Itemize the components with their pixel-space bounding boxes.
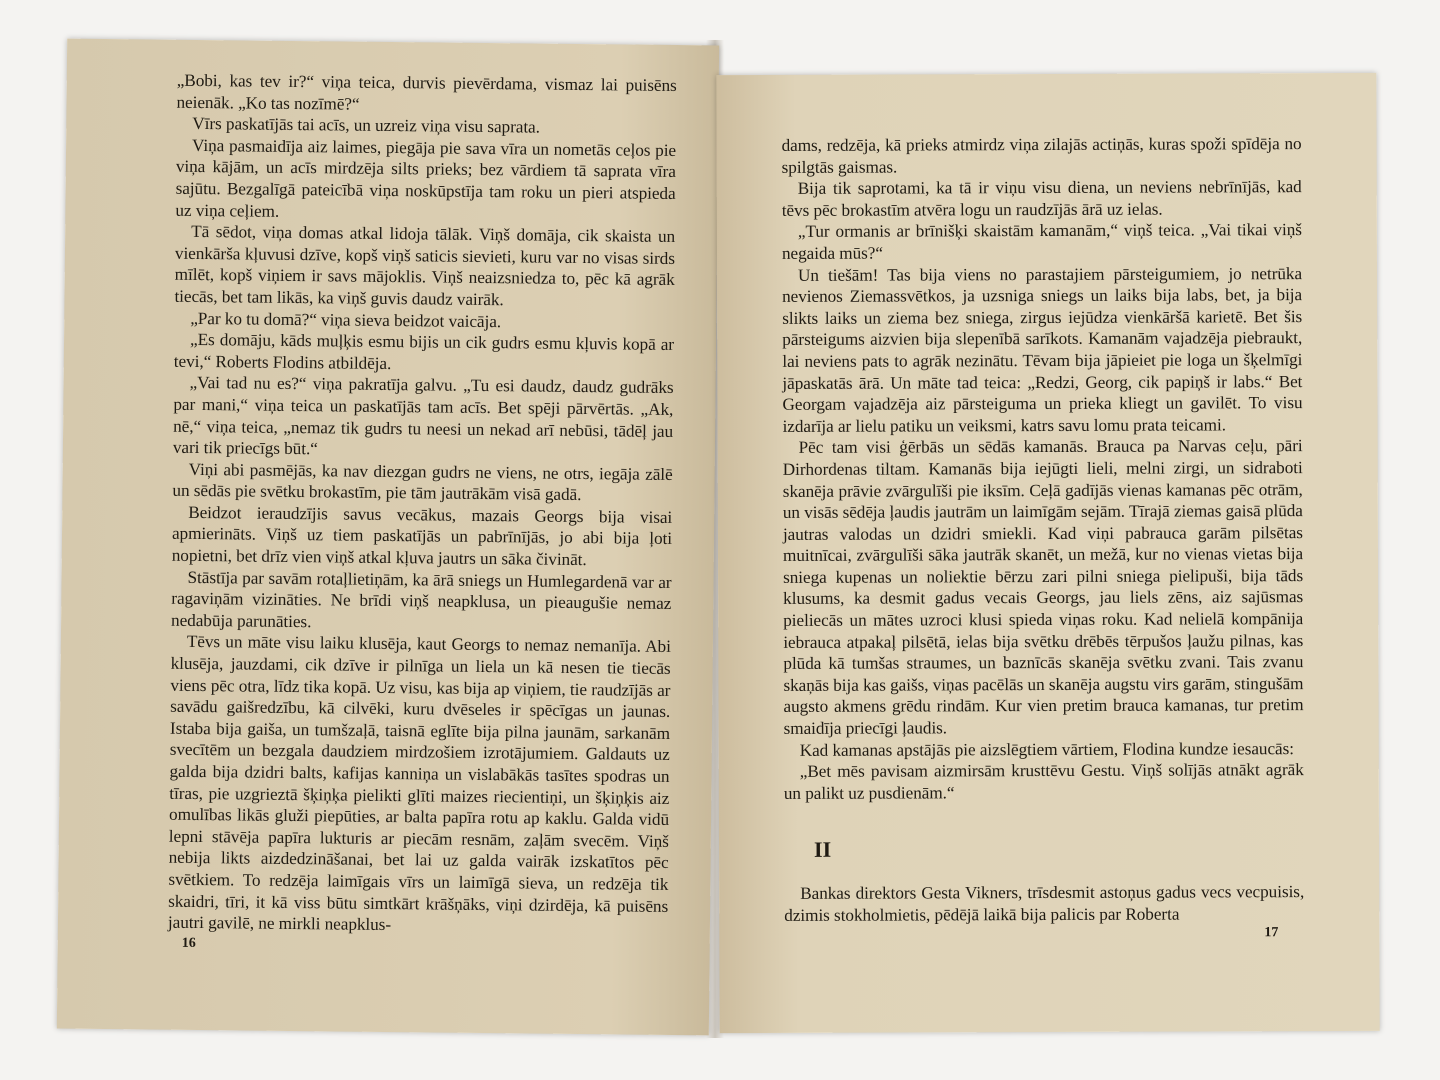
paragraph: Bankas direktors Gesta Vikners, trīsdesmit astoņus gadus vecs vecpuisis, dzimis stokholmietis, pēdējā laikā bija palicis par Roberta <box>784 882 1305 925</box>
right-page-text-continued <box>784 881 1304 926</box>
paragraph: Viņa pasmaidīja aiz laimes, piegāja pie sava vīra un nometās ceļos pie viņa kājām, un acīs mirdzēja silts prieks; bez vārdiem tā saprata vīra sajūtu. Bezgalīgā pateicībā viņa noskūpstīja tam roku un pieri atspieda uz viņa ceļiem. <box>175 135 677 221</box>
paragraph: „Vai tad nu es?“ viņa pakratīja galvu. „Tu esi daudz, daudz gudrāks par mani,“ viņa teica un paskatījās tam acīs. Bet spēji pārvērtās. „Ak, nē,“ viņa teica, „nemaz tik gudrs tu neesi un nekad arī nebūsi, tādēļ jau vari tik priecīgs būt.“ <box>172 373 674 459</box>
left-page <box>57 39 719 1036</box>
right-page-text <box>782 133 1304 804</box>
paragraph: „Bobi, kas tev ir?“ viņa teica, durvis pievērdama, vismaz lai puisēns neienāk. „Ko tas nozīmē?“ <box>176 70 677 114</box>
paragraph: Bija tik saprotami, ka tā ir viņu visu diena, un neviens nebrīnījās, kad tēvs pēc brokastīm atvēra logu un raudzījās ārā uz ielas. <box>781 177 1302 220</box>
paragraph: Kad kamanas apstājās pie aizslēgtiem vārtiem, Flodina kundze iesaucās: <box>799 738 1295 760</box>
paragraph: „Es domāju, kāds muļķis esmu bijis un cik gudrs esmu kļuvis kopā ar tevi,“ Roberts Flodins atbildēja. <box>173 330 675 373</box>
paragraph: Vīrs paskatījās tai acīs, un uzreiz viņa visu saprata. <box>192 114 541 137</box>
paragraph: „Tur ormanis ar brīnišķi skaistām kamanām,“ viņš teica. „Vai tikai viņš negaida mūs?“ <box>781 220 1302 263</box>
paragraph: Pēc tam visi ģērbās un sēdās kamanās. Brauca pa Narvas ceļu, pāri Dirhordenas tiltam. Kamanās bija iejūgti lieli, melni zirgi, un sidraboti skanēja prāvie zvārgulīši pie iksīm. Ceļā gadījās vienas kamanas pēc otrām, un visās sēdēja ļaudis jautrām un laimīgām sejām. Tīrajā ziemas gaisā plūda jautras valodas un dzidri smiekli. Kad viņi pabrauca garām pilsētas muitnīcai, zvārgulīši sāka jautrāk skanēt, un mežā, kur no vienas vietas bija sniega kupenas un noliektie bērzu zari pilni sniega pielipuši, bija tāds klusums, ka desmit gadus vecais Georgs, jau liels zēns, aiz sajūsmas pieliecās un mātes uzroci klusi spieda viņas roku. Kad nelielā kompānija iebrauca atpakaļ pilsētā, ielas bija svētku drēbēs tērpušos ļaužu pilnas, kas plūda kā tumšas straumes, un baznīcās skanēja svētku zvani. Tais zvanu skaņās bija kas gaišs, viņas pacēlās un skanēja augstu virs garām, stingušām augsto akmens grēdu rindām. Kur vien pretim brauca kamanas, tur pretim smaidīja priecīgi ļaudis. <box>782 436 1304 738</box>
paragraph: Beidzot ieraudzījis savus vecākus, mazais Georgs bija visai apmierināts. Viņš uz tiem paskatījās un pabrīnījās, jo abi bija ļoti nopietni, bet drīz vien viņš atkal kļuva jautrs un sāka čivināt. <box>171 502 673 570</box>
paragraph: dams, redzēja, kā prieks atmirdz viņa zilajās actiņās, kuras spoži spīdēja no spilgtās gaismas. <box>781 134 1302 177</box>
right-page <box>716 73 1379 1033</box>
paragraph: Tā sēdot, viņa domas atkal lidoja tālāk. Viņš domāja, cik skaista un vienkārša kļuvusi dzīve, kopš viņš saticis sievieti, kuru var no visas sirds mīlēt, kopš viņiem ir savs mājoklis. Viņš neaizsniedza to, pēc kā agrāk tiecās, bet tam likās, ka viņš guvis daudz vairāk. <box>174 222 676 310</box>
paragraph: Tēvs un māte visu laiku klusēja, kaut Georgs to nemaz nemanīja. Abi klusēja, jauzdami, cik dzīve ir pilnīga un liela un kā nesen tie tiecās viens pēc otra, līdz tika kopā. Uz visu, kas bija ap viņiem, tie raudzījās ar savādu gaišredzību, kā cilvēki, kuru dvēseles ir spēcīgas un jaunas. Istaba bija gaiša, un tumšzaļā, taisnā eglīte bija pilna jaunām, sarkanām svecītēm un bezgala daudziem mirdzošiem izrotājumiem. Galdauts uz galda bija dzidri balts, kafijas kanniņa un vislabākās tasītes spodras un tīras, pie uzgrieztā šķiņķa pielikti glīti maizes riecientiņi, un šķiņķis aiz omulības likās gluži piepūties, ar balta papīra rotu ap kaklu. Galda vidū lepni stāvēja papīra lukturis ar piecām resnām, zaļām svecēm. Viņš nebija likts aizdedzināšanai, bet lai uz galda vairāk izskatītos pēc svētkiem. To redzēja laimīgais vīrs un laimīgā sieva, un redzēja tik skaidri, tīri, it kā viss būtu simtkārt krāšņāks, viņi dzirdēja, kā puisēns jautri gavilē, ne mirkli neapklus- <box>167 632 671 935</box>
page-number: 17 <box>1264 925 1279 941</box>
chapter-heading: II <box>813 836 832 862</box>
paragraph: Un tiešām! Tas bija viens no parastajiem pārsteigumiem, jo netrūka nevienos Ziemassvētkos, ja uzsniga sniegs un laiks bija labs, bet, ja bija slikts laiks un ziema bez sniega, zirgus iejūdza vienkāršā karietē. Bet šis pārsteigums aizvien bija slepenībā sarīkots. Kamanām vajadzēja piebraukt, lai neviens pats to agrāk nezinātu. Tēvam bija jāpieiet pie loga un šķelmīgi jāpaskatās ārā. Un māte tad teica: „Redzi, Georg, cik papiņš ir labs.“ Bet Georgam vajadzēja aiz pārsteiguma un prieka kliegt un gavilēt. To visu izdarīja ar lielu patiku un veiksmi, katrs savu lomu prata teicami. <box>782 263 1303 436</box>
paragraph: „Bet mēs pavisam aizmirsām krusttēvu Gestu. Viņš solījās atnākt agrāk un palikt uz pusdienām.“ <box>783 760 1304 803</box>
left-page-text <box>168 70 677 939</box>
paragraph: Stāstīja par savām rotaļlietiņām, ka ārā sniegs un Humlegardenā var ar ragaviņām vizināties. Ne brīdi viņš neapklusa, un pieaugušie nemaz nedabūja parunāties. <box>171 567 672 632</box>
paragraph: Viņi abi pasmējās, ka nav diezgan gudrs ne viens, ne otrs, iegāja zālē un sēdās pie svētku brokastīm, pie tām jautrākām visā gadā. <box>172 459 673 505</box>
page-number: 16 <box>181 935 196 952</box>
paragraph: „Par ko tu domā?“ viņa sieva beidzot vaicāja. <box>190 308 502 331</box>
